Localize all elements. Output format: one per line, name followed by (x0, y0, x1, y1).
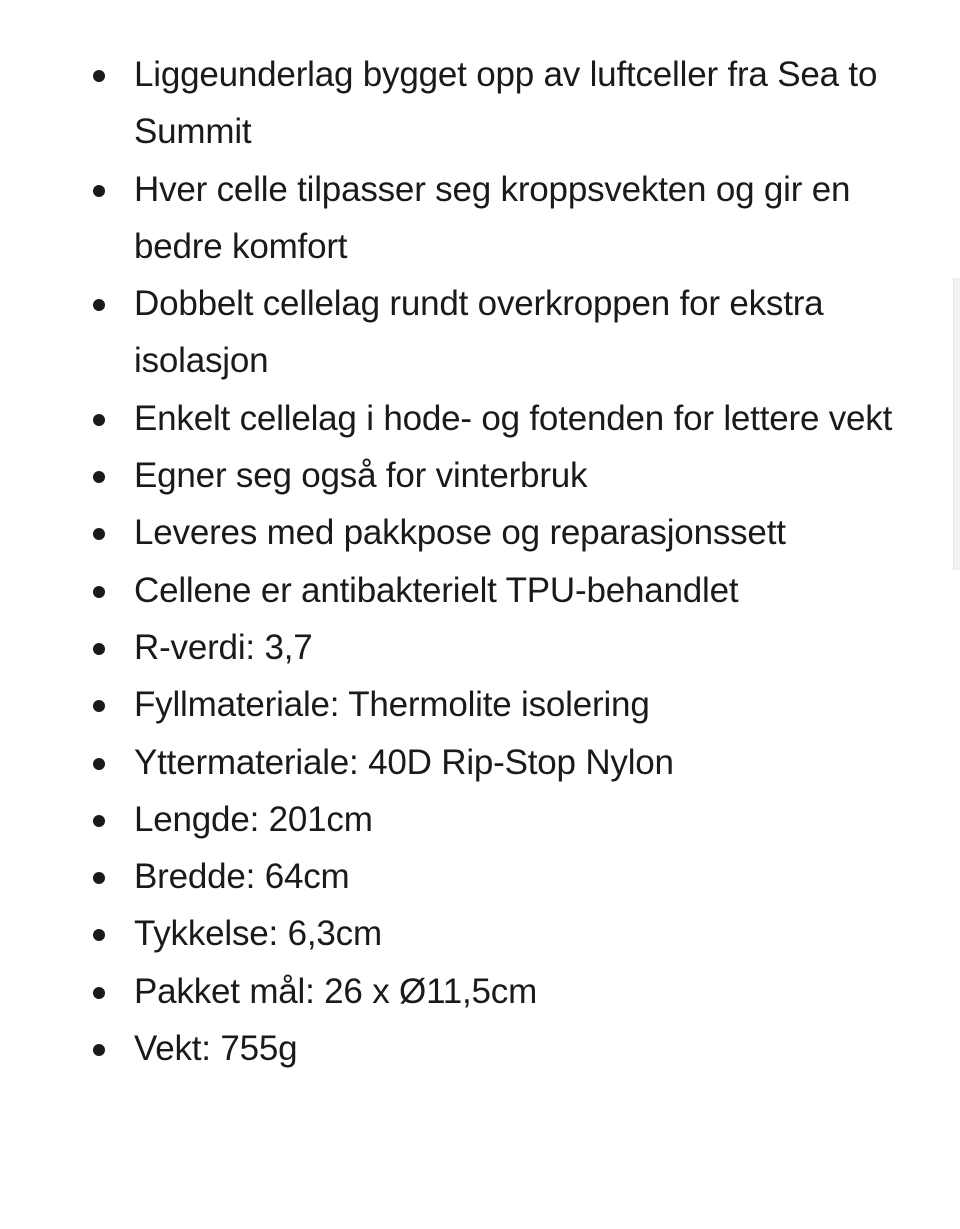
list-item-text: Vekt: 755g (134, 1029, 298, 1069)
list-item-text: Cellene er antibakterielt TPU-behandlet (134, 570, 739, 610)
list-item (0, 275, 960, 390)
bullet-icon (93, 700, 105, 712)
list-item (0, 791, 960, 848)
list-item (0, 848, 960, 905)
bullet-icon (93, 528, 105, 540)
scrollbar[interactable] (953, 278, 960, 570)
bullet-icon (93, 1044, 105, 1056)
list-item (0, 619, 960, 676)
list-item (0, 390, 960, 447)
list-item-text: Dobbelt cellelag rundt overkroppen for ekstra isolasjon (134, 284, 824, 381)
list-item (0, 447, 960, 504)
bullet-icon (93, 471, 105, 483)
bullet-icon (93, 987, 105, 999)
list-item-text: Hver celle tilpasser seg kroppsvekten og gir en bedre komfort (134, 169, 851, 266)
list-item (0, 1020, 960, 1077)
bullet-icon (93, 815, 105, 827)
bullet-icon (93, 414, 105, 426)
list-item (0, 504, 960, 561)
bullet-icon (93, 299, 105, 311)
list-item-text: Pakket mål: 26 x Ø11,5cm (134, 971, 538, 1011)
bullet-icon (93, 643, 105, 655)
list-item (0, 734, 960, 791)
list-item-text: Enkelt cellelag i hode- og fotenden for lettere vekt (134, 398, 893, 438)
list-item-text: Egner seg også for vinterbruk (134, 456, 588, 496)
bullet-icon (93, 70, 105, 82)
list-item (0, 676, 960, 733)
list-item-text: Liggeunderlag bygget opp av luftceller fra Sea to Summit (134, 55, 878, 152)
bullet-icon (93, 872, 105, 884)
bullet-icon (93, 929, 105, 941)
list-item-text: Tykkelse: 6,3cm (134, 914, 382, 954)
list-item-text: Fyllmateriale: Thermolite isolering (134, 685, 650, 725)
list-item (0, 963, 960, 1020)
list-item-text: Lengde: 201cm (134, 799, 373, 839)
list-item (0, 46, 960, 161)
list-item-text: Bredde: 64cm (134, 857, 350, 897)
list-item-text: Leveres med pakkpose og reparasjonssett (134, 513, 786, 553)
list-item-text: Yttermateriale: 40D Rip-Stop Nylon (134, 742, 674, 782)
list-item (0, 562, 960, 619)
bullet-icon (93, 758, 105, 770)
feature-list (0, 46, 960, 1077)
list-item (0, 905, 960, 962)
list-item-text: R-verdi: 3,7 (134, 627, 313, 667)
bullet-icon (93, 185, 105, 197)
list-item (0, 161, 960, 276)
bullet-icon (93, 586, 105, 598)
